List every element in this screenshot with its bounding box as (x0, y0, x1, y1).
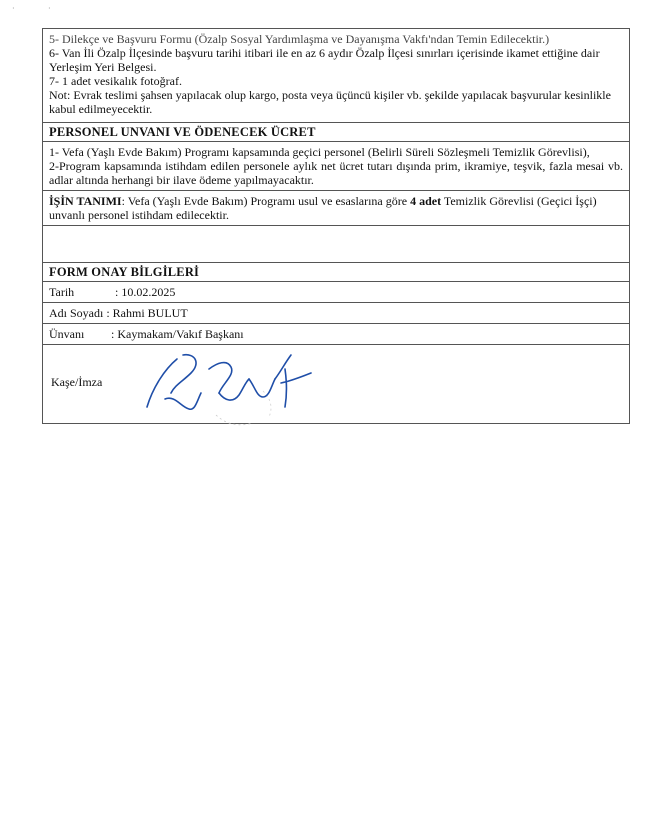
required-documents-section (43, 29, 629, 123)
job-definition-text: : Vefa (Yaşlı Evde Bakım) Programı usul ve esaslarına göre (121, 194, 411, 208)
name-value: : Rahmi BULUT (106, 305, 188, 320)
document-item: 7- 1 adet vesikalık fotoğraf. (49, 74, 182, 88)
job-definition-text-end: Temizlik Görevlisi (Geçici İşçi) unvanlı personel istihdam edilecektir. (49, 194, 597, 222)
approval-name-row (43, 303, 629, 324)
blank-spacer (43, 226, 629, 263)
title-label: Ünvanı (49, 326, 85, 341)
approval-title-row (43, 324, 629, 345)
documents-note: Not: Evrak teslimi şahsen yapılacak olup kargo, posta veya üçüncü kişiler vb. şekilde yapılacak başvurular kesinlikle kabul edilmeyecektir. (49, 88, 611, 116)
document-item: 6- Van İli Özalp İlçesinde başvuru tarihi itibari ile en az 6 aydır Özalp İlçesi sınırları içerisinde ikamet ettiğine dair Yerleşim Yeri Belgesi. (49, 46, 600, 74)
scan-mark: · (48, 4, 51, 13)
date-label: Tarih (49, 284, 75, 299)
application-form (42, 28, 630, 424)
signature-mark (135, 349, 325, 419)
scan-mark: · (12, 4, 15, 13)
personnel-item: 2-Program kapsamında istihdam edilen personele aylık net ücret tutarı dışında prim, ikramiye, teşvik, fazla mesai vb. adlar altında herhangi bir ilave ödeme yapılmayacaktır. (49, 159, 623, 187)
title-value: : Kaymakam/Vakıf Başkanı (111, 326, 244, 341)
signature-label: Kaşe/İmza (51, 375, 103, 389)
personnel-heading-row (43, 123, 629, 142)
approval-heading: FORM ONAY BİLGİLERİ (49, 265, 200, 279)
document-item: 5- Dilekçe ve Başvuru Formu (Özalp Sosyal Yardımlaşma ve Dayanışma Vakfı'ndan Temin Edilecektir.) (49, 32, 550, 46)
approval-date-row (43, 282, 629, 303)
personnel-heading: PERSONEL UNVANI VE ÖDENECEK ÜCRET (49, 125, 316, 139)
name-label: Adı Soyadı (49, 305, 104, 320)
job-definition (43, 191, 629, 226)
job-definition-label: İŞİN TANIMI (49, 194, 122, 208)
personnel-item: 1- Vefa (Yaşlı Evde Bakım) Programı kapsamında geçici personel (Belirli Süreli Sözleşmeli Temizlik Görevlisi), (49, 145, 590, 159)
signature-section (43, 345, 629, 423)
job-count: 4 adet (410, 194, 442, 208)
approval-heading-row (43, 263, 629, 282)
personnel-details (43, 142, 629, 191)
date-value: : 10.02.2025 (115, 284, 176, 299)
